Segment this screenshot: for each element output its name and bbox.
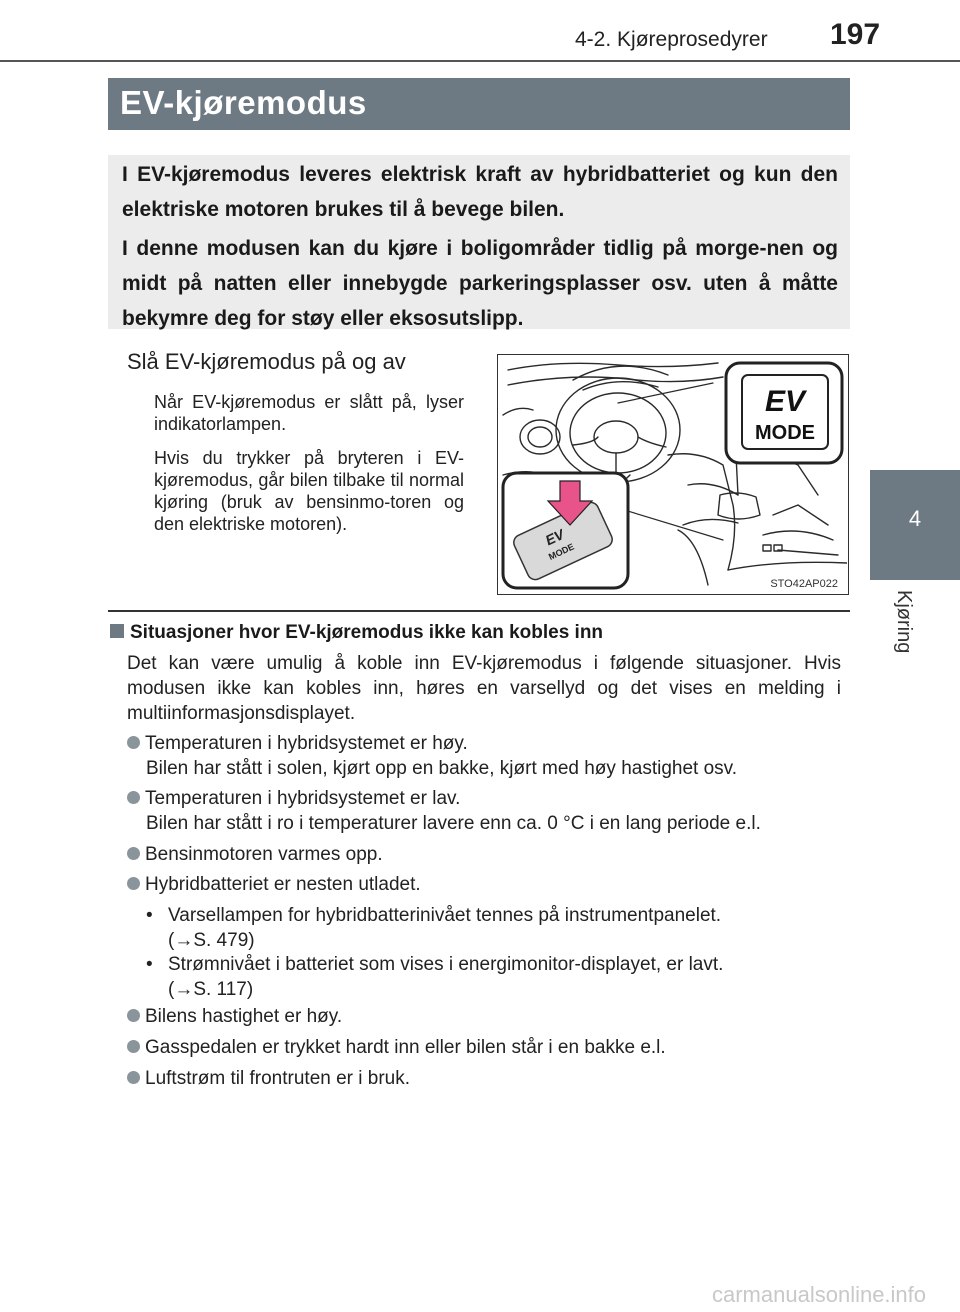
page-reference-link[interactable]: (→S. 117) [168, 979, 254, 1000]
bullet-item [127, 1004, 841, 1029]
chapter-number: 4 [908, 506, 922, 531]
bullet-item [127, 1066, 841, 1091]
toggle-heading: Slå EV-kjøremodus på og av [127, 349, 406, 374]
sub-bullet-text: Strømnivået i batteriet som vises i energimonitor-displayet, er lavt. [168, 954, 724, 975]
bullet-item [127, 731, 841, 781]
intro-box [108, 155, 850, 329]
circle-bullet-icon [127, 791, 140, 804]
bullet-item [127, 842, 841, 867]
page-title: EV-kjøremodus [120, 84, 367, 121]
intro-paragraph-2: I denne modusen kan du kjøre i boligområder tidlig på morge-nen og midt på natten eller innebygde parkeringsplasser osv. uten å måtte bekymre deg for støy eller eksosutslipp. [122, 237, 838, 330]
watermark: carmanualsonline.info [712, 1282, 927, 1307]
bullet-subtext: Bilen har stått i solen, kjørt opp en bakke, kjørt med høy hastighet osv. [146, 758, 738, 779]
bullet-subtext: Bilen har stått i ro i temperaturer lavere enn ca. 0 °C i en lang periode e.l. [146, 813, 761, 834]
dot-bullet-icon: • [146, 905, 153, 926]
circle-bullet-icon [127, 1009, 140, 1022]
bullet-text: Temperaturen i hybridsystemet er høy. [145, 733, 468, 754]
button-ev-text: EV [542, 525, 567, 549]
page-reference-link[interactable]: (→S. 479) [168, 930, 255, 951]
chapter-label: Kjøring [893, 590, 915, 654]
ev-indicator-callout [726, 363, 842, 463]
circle-bullet-icon [127, 1071, 140, 1084]
intro-paragraph-1: I EV-kjøremodus leveres elektrisk kraft av hybridbatteriet og kun den elektriske motoren brukes til å bevege bilen. [122, 163, 838, 221]
sub-bullet-item [146, 952, 841, 1002]
figure-code: STO42AP022 [770, 578, 838, 590]
situations-heading [110, 622, 603, 644]
button-mode-text: MODE [547, 541, 576, 562]
dashboard-drawing [498, 355, 847, 593]
page-header [0, 0, 960, 62]
dot-bullet-icon: • [146, 954, 153, 975]
square-bullet-icon [110, 624, 124, 638]
bullet-item [127, 786, 841, 836]
bullet-text: Luftstrøm til frontruten er i bruk. [145, 1068, 411, 1089]
situations-heading-text: Situasjoner hvor EV-kjøremodus ikke kan kobles inn [130, 622, 604, 643]
title-bar [108, 78, 850, 130]
bullet-item [127, 1035, 841, 1060]
bullet-text: Hybridbatteriet er nesten utladet. [145, 874, 421, 895]
circle-bullet-icon [127, 877, 140, 890]
section-title: 4-2. Kjøreprosedyrer [575, 28, 768, 51]
section-divider [108, 610, 850, 612]
page-number: 197 [830, 18, 881, 51]
circle-bullet-icon [127, 847, 140, 860]
ev-button-callout [503, 473, 628, 588]
ev-mode-illustration [497, 354, 849, 595]
sub-bullet-text: Varsellampen for hybridbatterinivået tennes på instrumentpanelet. [168, 905, 722, 926]
bullet-item [127, 872, 841, 897]
circle-bullet-icon [127, 1040, 140, 1053]
header-rule [0, 60, 960, 62]
bullet-text: Gasspedalen er trykket hardt inn eller bilen står i en bakke e.l. [145, 1037, 666, 1058]
bullet-text: Temperaturen i hybridsystemet er lav. [145, 788, 461, 809]
chapter-tab [870, 470, 960, 580]
badge-mode-text: MODE [755, 422, 815, 444]
bullet-text: Bilens hastighet er høy. [145, 1006, 343, 1027]
sub-bullet-item [146, 903, 841, 953]
toggle-description-2: Hvis du trykker på bryteren i EV-kjøremodus, går bilen tilbake til normal kjøring (bruk av bensinmo-toren og den elektriske motoren). [154, 448, 464, 534]
situations-intro: Det kan være umulig å koble inn EV-kjøremodus i følgende situasjoner. Hvis modusen ikke kan kobles inn, høres en varsellyd og det vises en melding i multiinformasjonsdisplayet. [127, 653, 841, 724]
bullet-text: Bensinmotoren varmes opp. [145, 844, 383, 865]
badge-ev-text: EV [764, 385, 806, 418]
circle-bullet-icon [127, 736, 140, 749]
toggle-description-1: Når EV-kjøremodus er slått på, lyser indikatorlampen. [154, 392, 464, 434]
